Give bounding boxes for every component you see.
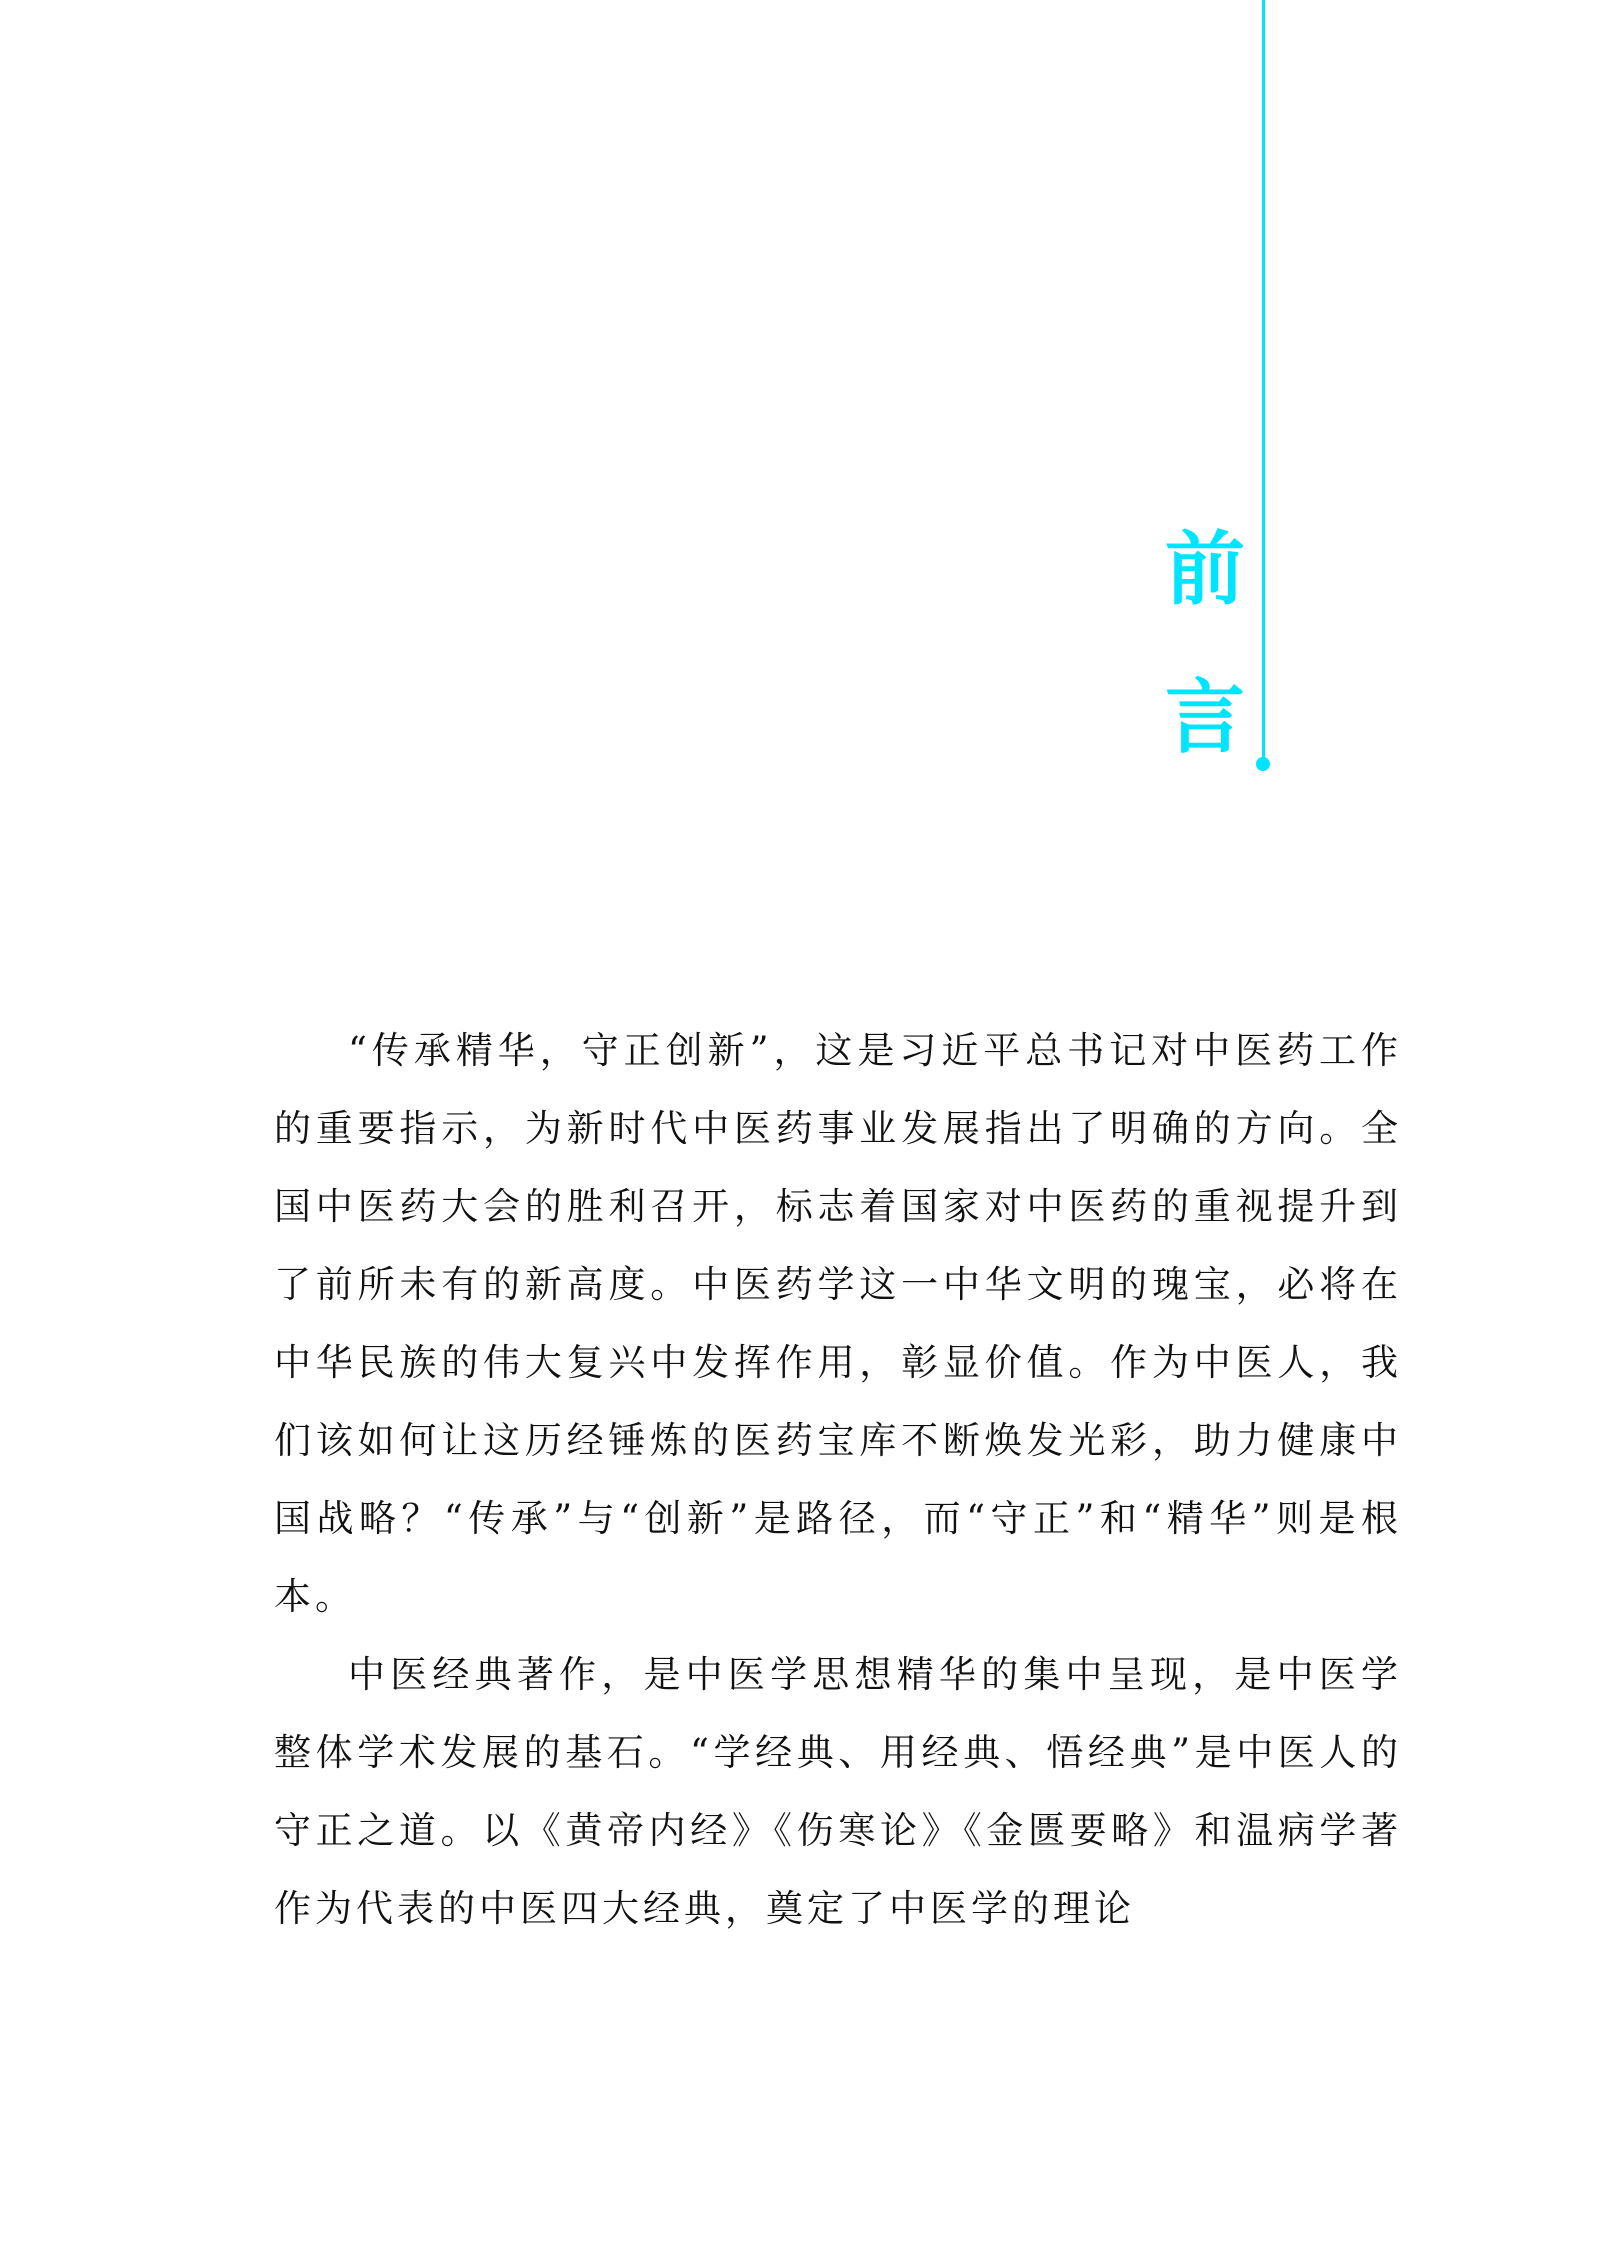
title-char-2: 言 xyxy=(1165,671,1245,764)
page-title xyxy=(1150,523,1260,764)
accent-dot xyxy=(1256,757,1270,771)
body-text xyxy=(274,1012,1402,1948)
accent-vertical-line xyxy=(1262,0,1265,760)
paragraph-2: 中医经典著作，是中医学思想精华的集中呈现，是中医学整体学术发展的基石。“学经典、用经典、悟经典”是中医人的守正之道。以《黄帝内经》《伤寒论》《金匮要略》和温病学著作为代表的中医四大经典，奠定了中医学的理论 xyxy=(274,1653,1402,1930)
paragraph-1: “传承精华，守正创新”，这是习近平总书记对中医药工作的重要指示，为新时代中医药事业发展指出了明确的方向。全国中医药大会的胜利召开，标志着国家对中医药的重视提升到了前所未有的新高度。中医药学这一中华文明的瑰宝，必将在中华民族的伟大复兴中发挥作用，彰显价值。作为中医人，我们该如何让这历经锤炼的医药宝库不断焕发光彩，助力健康中国战略？“传承”与“创新”是路径，而“守正”和“精华”则是根本。 xyxy=(274,1029,1402,1618)
title-char-1: 前 xyxy=(1165,523,1245,616)
